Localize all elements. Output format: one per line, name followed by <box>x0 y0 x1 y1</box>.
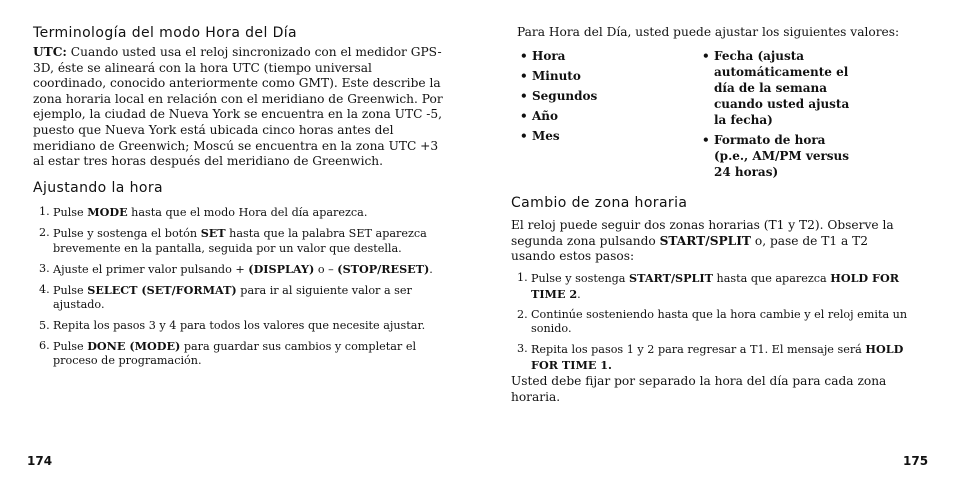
step-plain-text: Ajuste el primer valor pulsando + <box>53 262 249 276</box>
right-page <box>511 0 929 477</box>
utc-text: Cuando usted usa el reloj sincronizado con el medidor GPS-3D, éste se alineará con la hora UTC (tiempo universal coordinado, conocido anteriormente como GMT). Este describe la zona horaria local en relación con el meridiano de Greenwich. Por ejemplo, la ciudad de Nueva York se encuentra en la zona UTC -5, puesto que Nueva York está ubicada cinco horas antes del meridiano de Greenwich; Moscú se encuentra en la zona UTC +3 al estar tres horas después del meridiano de Greenwich. <box>33 45 443 169</box>
step-bold-text: MODE <box>87 205 128 219</box>
step-bold-text: (DISPLAY) <box>248 261 315 276</box>
step-plain-text: para ir al siguiente valor a ser ajustado. <box>53 283 412 312</box>
step-plain-text: . <box>577 287 581 301</box>
step-text <box>53 262 439 278</box>
section-heading-timezone: Cambio de zona horaria <box>511 195 688 211</box>
value-label: Año <box>532 109 559 123</box>
timezone-paragraph <box>511 218 911 265</box>
step-text <box>53 226 439 256</box>
values-list-col1 <box>520 48 690 148</box>
bullet-symbol: • <box>520 109 528 123</box>
value-item <box>520 48 690 64</box>
step-bold-text: HOLD FOR TIME 1. <box>531 342 904 372</box>
step-item <box>517 271 917 302</box>
step-item <box>39 262 439 278</box>
closing-paragraph: Usted debe fijar por separado la hora del día para cada zona horaria. <box>511 374 887 404</box>
step-item <box>517 308 917 337</box>
adjusting-steps-list <box>39 205 439 374</box>
value-item <box>520 68 690 84</box>
step-plain-text: hasta que el modo Hora del día aparezca. <box>127 206 368 219</box>
value-label: Mes <box>532 129 560 143</box>
step-plain-text: Pulse <box>53 339 88 353</box>
step-plain-text: o – <box>314 262 338 276</box>
step-number: 1. <box>39 205 50 218</box>
step-plain-text: Pulse y sostenga el botón <box>53 227 201 241</box>
step-number: 6. <box>39 338 50 352</box>
step-bold-text: START/SPLIT <box>629 271 713 285</box>
section-heading-terminology: Terminología del modo Hora del Día <box>33 25 298 41</box>
step-plain-text: Repita los pasos 1 y 2 para regresar a T1. El mensaje será <box>531 343 866 357</box>
value-label: Segundos <box>532 89 598 103</box>
step-text <box>53 205 439 221</box>
timezone-steps-list <box>517 271 917 379</box>
timezone-bold-1: START/SPLIT <box>659 233 751 248</box>
bullet-symbol: • <box>702 133 710 147</box>
step-plain-text: Continúe sosteniendo hasta que la hora cambie y el reloj emita un sonido. <box>531 307 908 336</box>
section-heading-adjusting: Ajustando la hora <box>33 180 163 196</box>
bullet-symbol: • <box>520 49 528 63</box>
step-text <box>53 319 439 334</box>
value-label: Minuto <box>532 69 581 83</box>
step-plain-text: Pulse <box>53 283 88 297</box>
step-bold-text: SET <box>200 226 226 241</box>
utc-paragraph <box>33 45 443 170</box>
value-label: Formato de hora (p.e., AM/PM versus 24 horas) <box>714 133 850 179</box>
values-intro: Para Hora del Día, usted puede ajustar los siguientes valores: <box>517 25 900 39</box>
step-plain-text: . <box>429 262 433 276</box>
step-item <box>39 226 439 256</box>
step-text <box>53 283 439 313</box>
step-text <box>531 308 917 337</box>
bullet-symbol: • <box>520 69 528 83</box>
value-item <box>520 108 690 124</box>
values-list-col2 <box>702 48 862 184</box>
value-item <box>520 88 690 104</box>
utc-label: UTC: <box>33 45 67 59</box>
value-label: Hora <box>532 49 566 63</box>
bullet-symbol: • <box>702 49 710 63</box>
left-page <box>27 0 443 477</box>
step-text <box>531 271 917 302</box>
step-plain-text: hasta que la palabra SET aparezca brevemente en la pantalla, seguida por un valor que destella. <box>53 227 427 255</box>
page-number-right: 175 <box>903 454 929 468</box>
step-number: 1. <box>517 271 528 284</box>
step-number: 2. <box>39 226 50 240</box>
step-item <box>39 339 439 369</box>
value-label: Fecha (ajusta automáticamente el día de la semana cuando usted ajusta la fecha) <box>714 49 850 127</box>
step-number: 3. <box>39 261 50 275</box>
step-text <box>531 342 917 373</box>
bullet-symbol: • <box>520 129 528 143</box>
step-number: 3. <box>517 342 528 356</box>
step-bold-text: HOLD FOR TIME 2 <box>531 271 900 301</box>
value-item <box>520 128 690 144</box>
page-number-left: 174 <box>27 454 53 468</box>
value-item <box>702 132 862 180</box>
timezone-text-1: El reloj puede seguir dos zonas horarias (T1 y T2). Observe la segunda zona pulsando <box>511 218 894 248</box>
step-plain-text: Repita los pasos 3 y 4 para todos los valores que necesite ajustar. <box>53 318 426 332</box>
step-number: 5. <box>39 318 50 332</box>
step-item <box>517 342 917 373</box>
value-item <box>702 48 862 128</box>
step-plain-text: Pulse y sostenga <box>531 272 630 285</box>
step-plain-text: Pulse <box>53 206 88 219</box>
step-plain-text: hasta que aparezca <box>712 272 831 285</box>
step-bold-text: (STOP/RESET) <box>337 261 430 276</box>
step-plain-text: para guardar sus cambios y completar el proceso de programación. <box>53 339 417 368</box>
step-bold-text: DONE (MODE) <box>87 338 181 353</box>
step-bold-text: SELECT (SET/FORMAT) <box>87 282 237 297</box>
bullet-symbol: • <box>520 89 528 103</box>
step-item <box>39 205 439 221</box>
step-item <box>39 283 439 313</box>
timezone-text-2: o, pase de T1 a T2 usando estos pasos: <box>511 233 869 264</box>
step-number: 2. <box>517 307 528 321</box>
step-number: 4. <box>39 282 50 296</box>
step-text <box>53 339 439 369</box>
step-item <box>39 319 439 334</box>
